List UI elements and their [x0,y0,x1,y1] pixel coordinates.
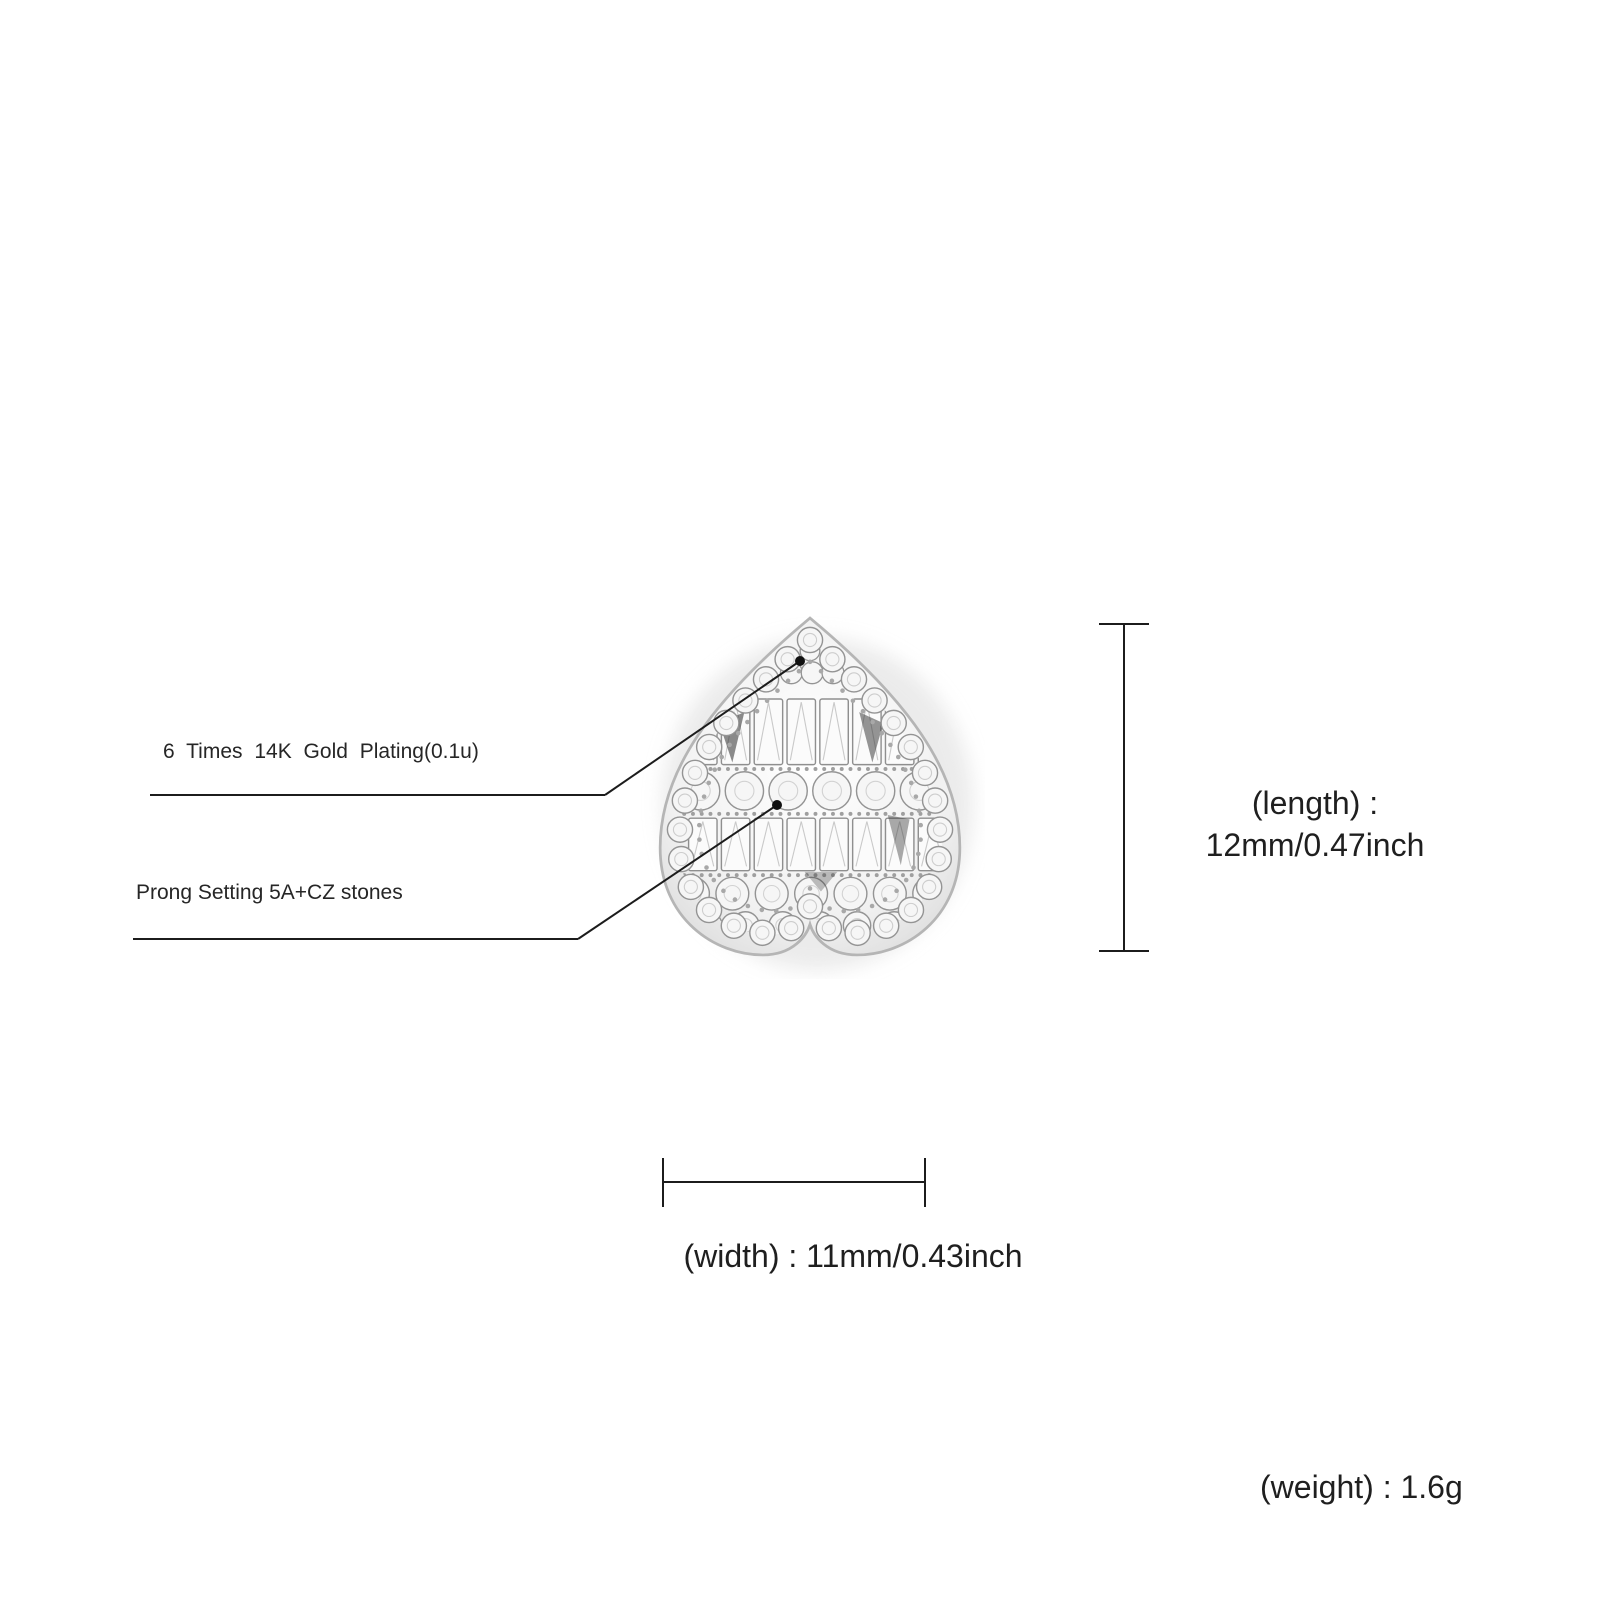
annotation-prong-setting: Prong Setting 5A+CZ stones [136,881,403,904]
length-dimension-text [1145,782,1485,866]
product-image-heart-pendant [635,594,985,979]
width-dimension-text: (width) : 11mm/0.43inch [683,1238,1023,1274]
dimension-line-width [663,1158,925,1207]
dimension-line-length [1099,624,1149,951]
weight-text: (weight) : 1.6g [1260,1469,1463,1505]
annotation-gold-plating: 6 Times 14K Gold Plating(0.1u) [163,740,479,763]
length-label: (length) : [1251,785,1379,821]
length-value: 12mm/0.47inch [1205,827,1425,863]
